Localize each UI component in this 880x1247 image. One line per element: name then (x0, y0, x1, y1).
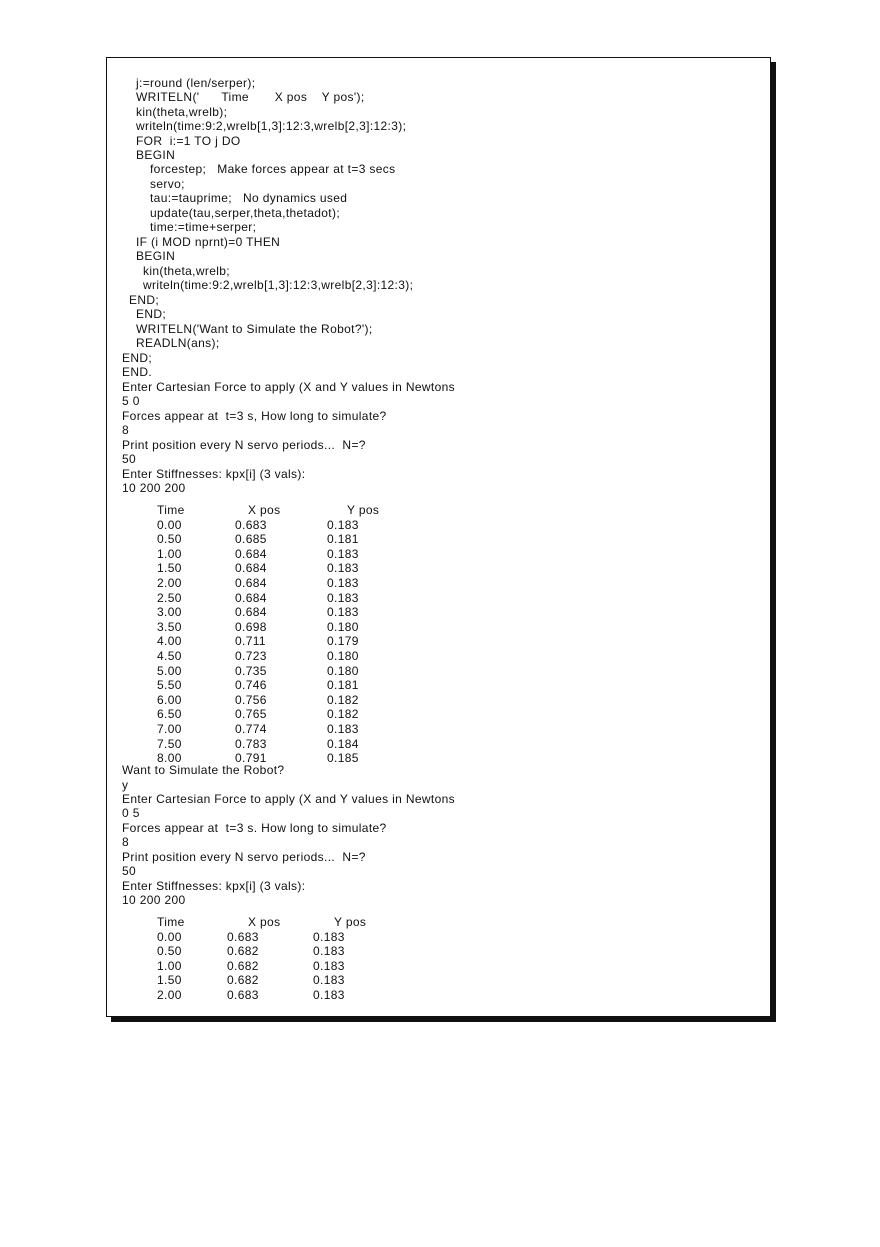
table-cell: 0.685 (235, 532, 267, 547)
output-line: 10 200 200 (122, 893, 186, 907)
output-line: 10 200 200 (122, 481, 186, 495)
code-line: kin(theta,wrelb; (143, 264, 230, 278)
table-cell: 2.50 (157, 590, 182, 605)
column-header: X pos (248, 915, 281, 929)
code-line: j:=round (len/serper); (136, 76, 256, 90)
output-line: 8 (122, 835, 130, 849)
table-cell: 0.180 (327, 619, 359, 634)
table-cell: 0.711 (235, 634, 266, 649)
table-cell: 0.183 (327, 517, 359, 532)
table-cell: 0.723 (235, 649, 267, 663)
table-cell: 0.774 (235, 722, 267, 736)
listing-frame (106, 57, 771, 1017)
table-cell: 0.50 (157, 532, 182, 547)
table-cell: 0.180 (327, 663, 359, 678)
column-header: Time (157, 915, 185, 929)
code-line: BEGIN (136, 148, 176, 162)
table-cell: 0.684 (235, 576, 267, 590)
column-header: X pos (248, 503, 281, 517)
table-cell: 1.00 (157, 958, 182, 973)
table-cell: 0.183 (327, 722, 359, 736)
table-cell: 0.183 (313, 973, 345, 988)
table-cell: 0.183 (327, 546, 359, 561)
output-line: y (122, 778, 129, 792)
table-cell: 6.00 (157, 692, 182, 707)
table-cell: 3.50 (157, 619, 182, 634)
code-line: FOR i:=1 TO j DO (136, 134, 241, 148)
output-line: Forces appear at t=3 s. How long to simulate? (122, 821, 387, 835)
table-cell: 0.746 (235, 678, 267, 693)
output-line: 8 (122, 423, 130, 437)
table-cell: 7.00 (157, 722, 182, 736)
table-cell: 0.765 (235, 707, 267, 722)
table-cell: 1.00 (157, 546, 182, 561)
table-cell: 0.183 (313, 944, 345, 959)
output-line: 5 0 (122, 394, 140, 408)
table-cell: 0.00 (157, 517, 182, 532)
code-line: END; (122, 351, 153, 365)
code-line: servo; (150, 177, 185, 191)
code-line: tau:=tauprime; No dynamics used (150, 191, 348, 205)
table-cell: 0.183 (313, 958, 345, 973)
table-cell: 0.00 (157, 929, 182, 944)
table-cell: 8.00 (157, 751, 182, 766)
table-cell: 4.00 (157, 634, 182, 649)
code-line: READLN(ans); (136, 336, 220, 350)
table-cell: 6.50 (157, 707, 182, 722)
table-cell: 0.183 (327, 605, 359, 620)
output-line: 50 (122, 452, 137, 466)
table-cell: 7.50 (157, 736, 182, 751)
code-line: WRITELN('Want to Simulate the Robot?'); (136, 322, 373, 336)
output-line: 50 (122, 864, 137, 878)
code-line: WRITELN(' Time X pos Y pos'); (136, 90, 365, 104)
output-line: Want to Simulate the Robot? (122, 763, 285, 777)
code-line: update(tau,serper,theta,thetadot); (150, 206, 341, 220)
code-line: END. (122, 365, 153, 379)
table-cell: 2.00 (157, 988, 182, 1002)
table-cell: 0.183 (327, 590, 359, 605)
table-cell: 0.183 (327, 576, 359, 590)
table-cell: 0.684 (235, 605, 267, 620)
code-line: END; (129, 293, 160, 307)
column-header: Y pos (347, 503, 380, 517)
table-cell: 0.183 (327, 561, 359, 576)
table-cell: 0.791 (235, 751, 267, 766)
table-cell: 0.682 (227, 958, 259, 973)
code-line: BEGIN (136, 249, 176, 263)
output-line: Enter Stiffnesses: kpx[i] (3 vals): (122, 467, 306, 481)
code-line: forcestep; Make forces appear at t=3 secs (150, 162, 396, 176)
code-line: writeln(time:9:2,wrelb[1,3]:12:3,wrelb[2,3]:12:3); (136, 119, 407, 133)
table-cell: 0.683 (227, 929, 259, 944)
code-line: writeln(time:9:2,wrelb[1,3]:12:3,wrelb[2,3]:12:3); (143, 278, 414, 292)
table-cell: 0.683 (227, 988, 259, 1002)
table-cell: 0.684 (235, 546, 267, 561)
code-line: time:=time+serper; (150, 220, 257, 234)
table-cell: 5.00 (157, 663, 182, 678)
table-cell: 4.50 (157, 649, 182, 663)
table-cell: 0.182 (327, 707, 359, 722)
table-cell: 0.682 (227, 973, 259, 988)
table-cell: 0.181 (327, 678, 359, 693)
column-header: Time (157, 503, 185, 517)
table-cell: 2.00 (157, 576, 182, 590)
code-line: END; (136, 307, 167, 321)
output-line: Enter Cartesian Force to apply (X and Y values in Newtons (122, 380, 456, 394)
table-cell: 5.50 (157, 678, 182, 693)
table-cell: 0.185 (327, 751, 359, 766)
table-cell: 0.756 (235, 692, 267, 707)
table-cell: 1.50 (157, 561, 182, 576)
table-cell: 0.182 (327, 692, 359, 707)
output-line: Enter Stiffnesses: kpx[i] (3 vals): (122, 879, 306, 893)
table-cell: 0.783 (235, 736, 267, 751)
column-header: Y pos (334, 915, 367, 929)
table-cell: 0.50 (157, 944, 182, 959)
table-cell: 0.184 (327, 736, 359, 751)
output-line: Print position every N servo periods... N=? (122, 438, 366, 452)
table-cell: 0.735 (235, 663, 267, 678)
output-line: Print position every N servo periods... N=? (122, 850, 366, 864)
table-cell: 0.179 (327, 634, 359, 649)
table-cell: 0.684 (235, 561, 267, 576)
table-cell: 0.183 (313, 988, 345, 1002)
table-cell: 0.180 (327, 649, 359, 663)
code-line: IF (i MOD nprnt)=0 THEN (136, 235, 281, 249)
table-cell: 0.683 (235, 517, 267, 532)
table-cell: 1.50 (157, 973, 182, 988)
table-cell: 0.698 (235, 619, 267, 634)
code-line: kin(theta,wrelb); (136, 105, 228, 119)
output-line: Forces appear at t=3 s, How long to simulate? (122, 409, 387, 423)
table-cell: 0.181 (327, 532, 359, 547)
table-cell: 0.682 (227, 944, 259, 959)
output-line: 0 5 (122, 806, 140, 820)
output-line: Enter Cartesian Force to apply (X and Y values in Newtons (122, 792, 456, 806)
table-cell: 3.00 (157, 605, 182, 620)
table-cell: 0.684 (235, 590, 267, 605)
table-cell: 0.183 (313, 929, 345, 944)
